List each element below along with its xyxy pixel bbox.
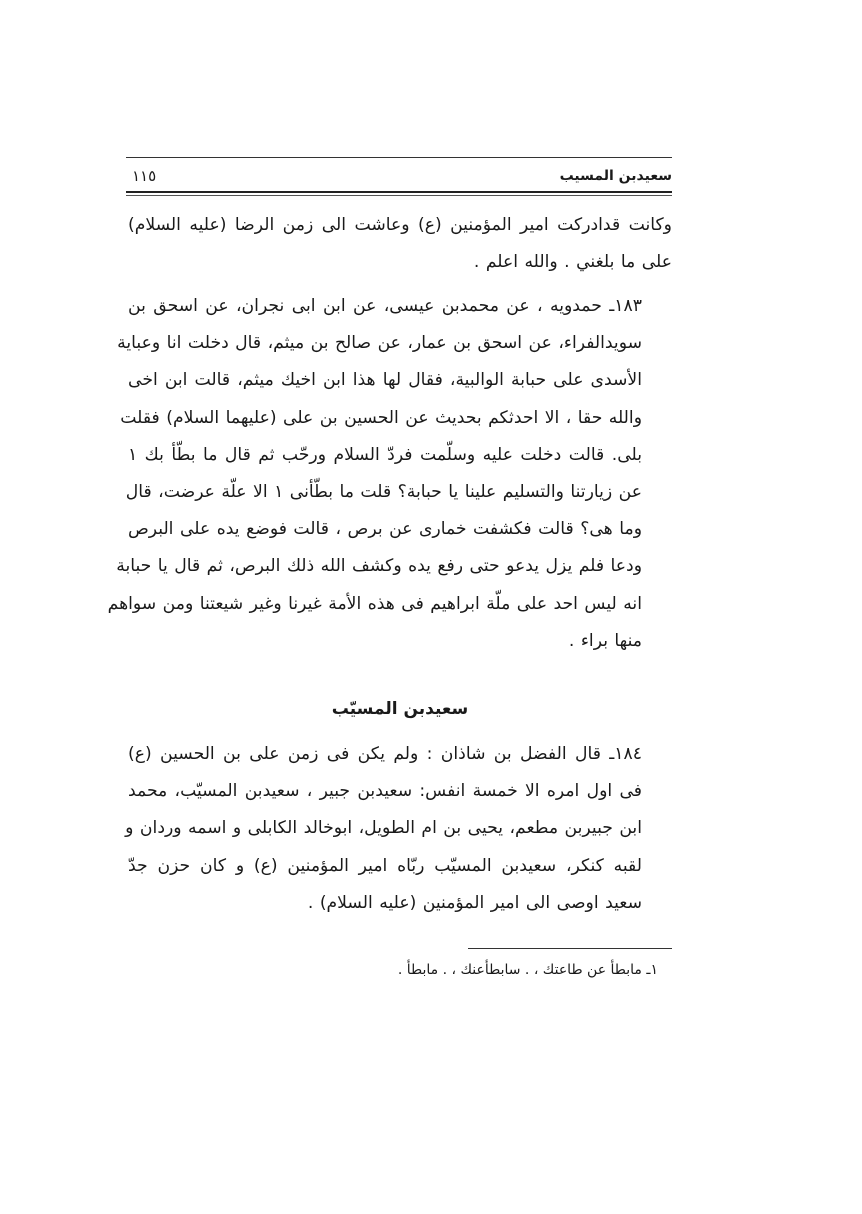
- text-line: انه ليس احد على ملّة ابراهيم فى هذه الأمة غيرنا وغير شيعتنا ومن سواهم: [107, 593, 642, 614]
- paragraph-continuation: [128, 207, 672, 281]
- text-line: بلى. قالت دخلت عليه وسلّمت فردّ السلام ورحّب ثم قال ما بطّأ بك ١: [128, 444, 642, 465]
- text-line: عن زيارتنا والتسليم علينا يا حبابة؟ قلت ما بطّأنى ١ الا علّة عرضت، قال: [125, 482, 642, 503]
- text-line: لقبه كنكر، سعيدبن المسيّب ربّاه امير المؤمنين (ع) و كان حزن جدّ: [128, 855, 642, 876]
- header-bottom-rule-thin: [126, 195, 672, 196]
- text-line: وما هى؟ قالت فكشفت خمارى عن برص ، قالت فوضع يده على البرص: [128, 519, 642, 540]
- footnote: ١ـ مابطأ عن طاعتك ، . سابطأعنك ، . مابطأ .: [397, 962, 658, 978]
- text-line: الأسدى على حبابة الوالبية، فقال لها هذا ابن اخيك ميثم، قالت ابن اخى: [128, 370, 642, 391]
- text-line: على ما بلغني . والله اعلم .: [473, 252, 672, 273]
- text-line: فى اول امره الا خمسة انفس: سعيدبن جبير ، سعيدبن المسيّب، محمد: [128, 781, 642, 802]
- text-line: والله حقا ، الا احدثكم بحديث عن الحسين بن على (عليهما السلام) فقلت: [120, 407, 642, 428]
- text-line: ابن جبيربن مطعم، يحيى بن ام الطويل، ابوخالد الكابلى و اسمه وردان و: [125, 818, 642, 839]
- text-line: سويدالفراء، عن اسحق بن عمار، عن صالح بن ميثم، قال دخلت انا وعباية: [117, 333, 642, 354]
- footnote-separator: [468, 948, 672, 949]
- text-line: منها براء .: [568, 630, 642, 651]
- text-line: ودعا فلم يزل يدعو حتى رفع يده وكشف الله ذلك البرص، ثم قال يا حبابة: [116, 556, 642, 577]
- paragraph-183: [107, 288, 672, 660]
- page-header: [126, 157, 672, 197]
- text-line: سعيد اوصى الى امير المؤمنين (عليه السلام) .: [307, 892, 642, 913]
- header-top-rule: [126, 157, 672, 158]
- paragraph-184: [125, 736, 672, 922]
- running-title: سعيدبن المسيب: [559, 168, 672, 184]
- text-line: ١٨٤ـ قال الفضل بن شاذان : ولم يكن فى زمن على بن الحسين (ع): [128, 744, 642, 764]
- section-heading: سعيدبن المسيّب: [331, 699, 469, 719]
- text-line: وكانت قدادركت امير المؤمنين (ع) وعاشت الى زمن الرضا (عليه السلام): [128, 215, 672, 235]
- text-line: ١٨٣ـ حمدويه ، عن محمدبن عيسى، عن ابن ابى نجران، عن اسحق بن: [128, 296, 642, 316]
- header-bottom-rule: [126, 191, 672, 193]
- page-number: ١١٥: [132, 167, 157, 185]
